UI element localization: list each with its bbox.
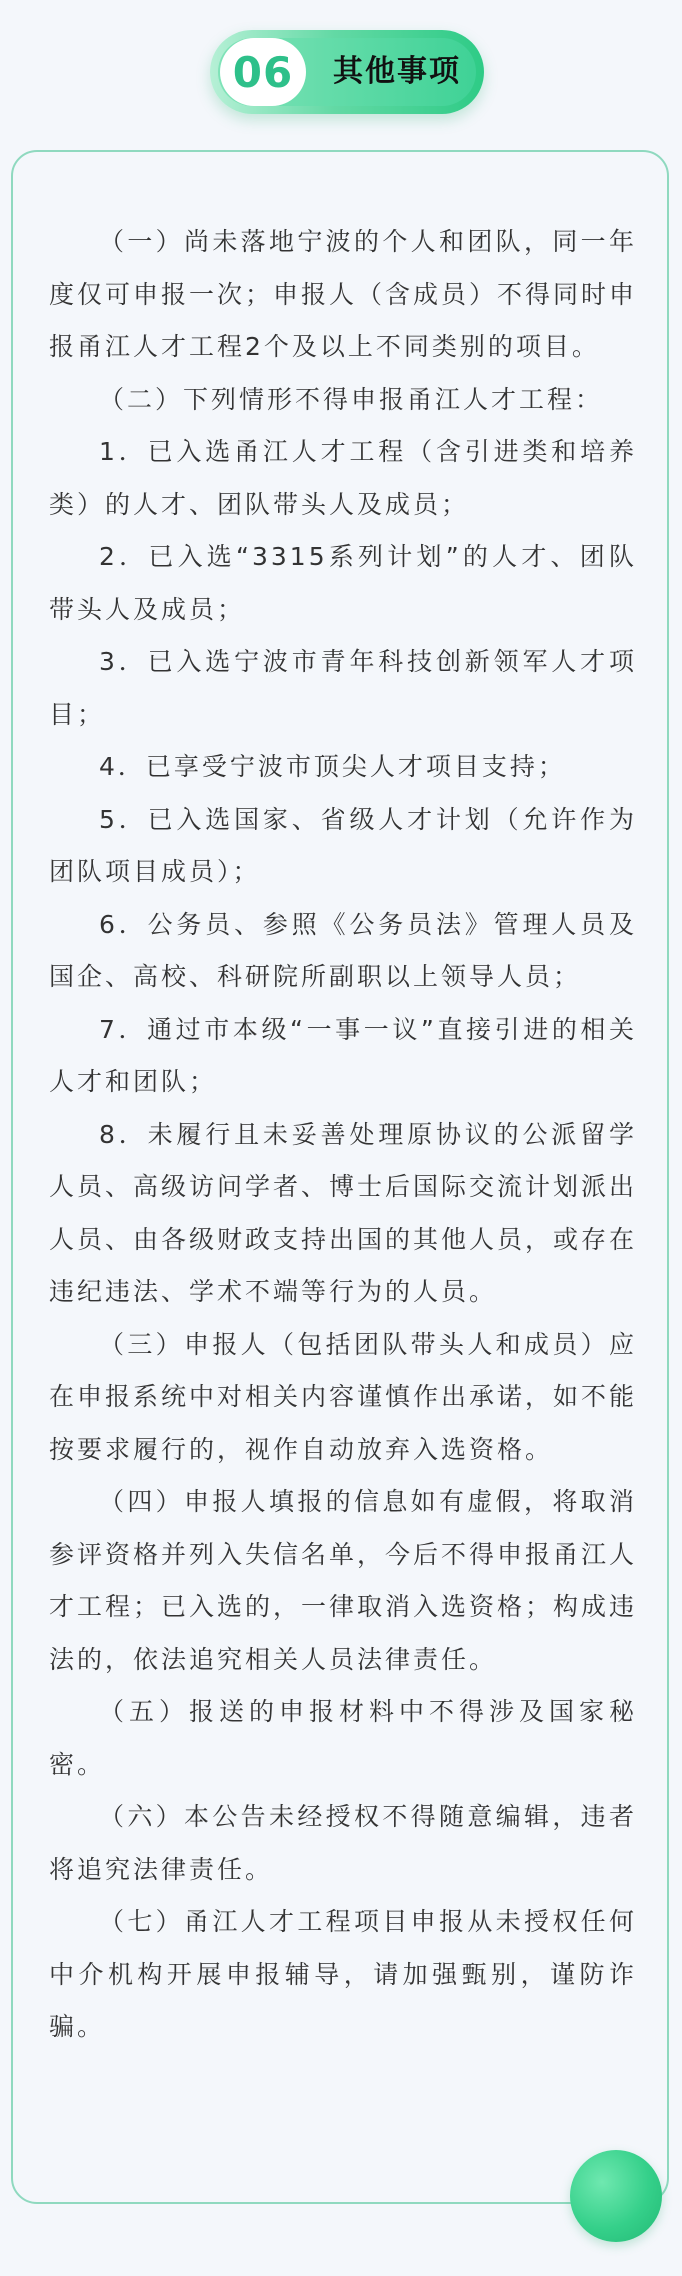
content-card <box>11 150 669 2204</box>
paragraph: 2．已入选“3315系列计划”的人才、团队带头人及成员； <box>49 542 637 624</box>
paragraph: （二）下列情形不得申报甬江人才工程： <box>99 384 604 414</box>
paragraph: 5．已入选国家、省级人才计划（允许作为团队项目成员）； <box>49 804 637 886</box>
paragraph: 7．通过市本级“一事一议”直接引进的相关人才和团队； <box>49 1014 637 1096</box>
section-header <box>210 30 484 114</box>
section-title: 其他事项 <box>333 54 461 89</box>
paragraph: （五）报送的申报材料中不得涉及国家秘密。 <box>49 1697 637 1779</box>
paragraph: （一）尚未落地宁波的个人和团队，同一年度仅可申报一次；申报人（含成员）不得同时申报甬江人才工程2个及以上不同类别的项目。 <box>49 227 638 361</box>
paragraph: （四）申报人填报的信息如有虚假，将取消参评资格并列入失信名单，今后不得申报甬江人才工程；已入选的，一律取消入选资格；构成违法的，依法追究相关人员法律责任。 <box>49 1487 638 1674</box>
paragraph: 8．未履行且未妥善处理原协议的公派留学人员、高级访问学者、博士后国际交流计划派出人员、由各级财政支持出国的其他人员，或存在违纪违法、学术不端等行为的人员。 <box>49 1119 638 1306</box>
paragraph: 1．已入选甬江人才工程（含引进类和培养类）的人才、团队带头人及成员； <box>49 437 637 519</box>
paragraph: 3．已入选宁波市青年科技创新领军人才项目； <box>49 647 637 729</box>
paragraph: （六）本公告未经授权不得随意编辑，违者将追究法律责任。 <box>49 1802 637 1884</box>
content-body <box>49 216 637 2054</box>
decorative-circle <box>570 2150 662 2242</box>
paragraph: 4．已享受宁波市顶尖人才项目支持； <box>99 752 566 781</box>
paragraph: 6．公务员、参照《公务员法》管理人员及国企、高校、科研院所副职以上领导人员； <box>49 909 637 991</box>
paragraph: （三）申报人（包括团队带头人和成员）应在申报系统中对相关内容谨慎作出承诺，如不能按要求履行的，视作自动放弃入选资格。 <box>49 1329 638 1464</box>
section-number-badge: 06 <box>220 38 306 106</box>
paragraph: （七）甬江人才工程项目申报从未授权任何中介机构开展申报辅导，请加强甄别，谨防诈骗。 <box>49 1907 637 2041</box>
